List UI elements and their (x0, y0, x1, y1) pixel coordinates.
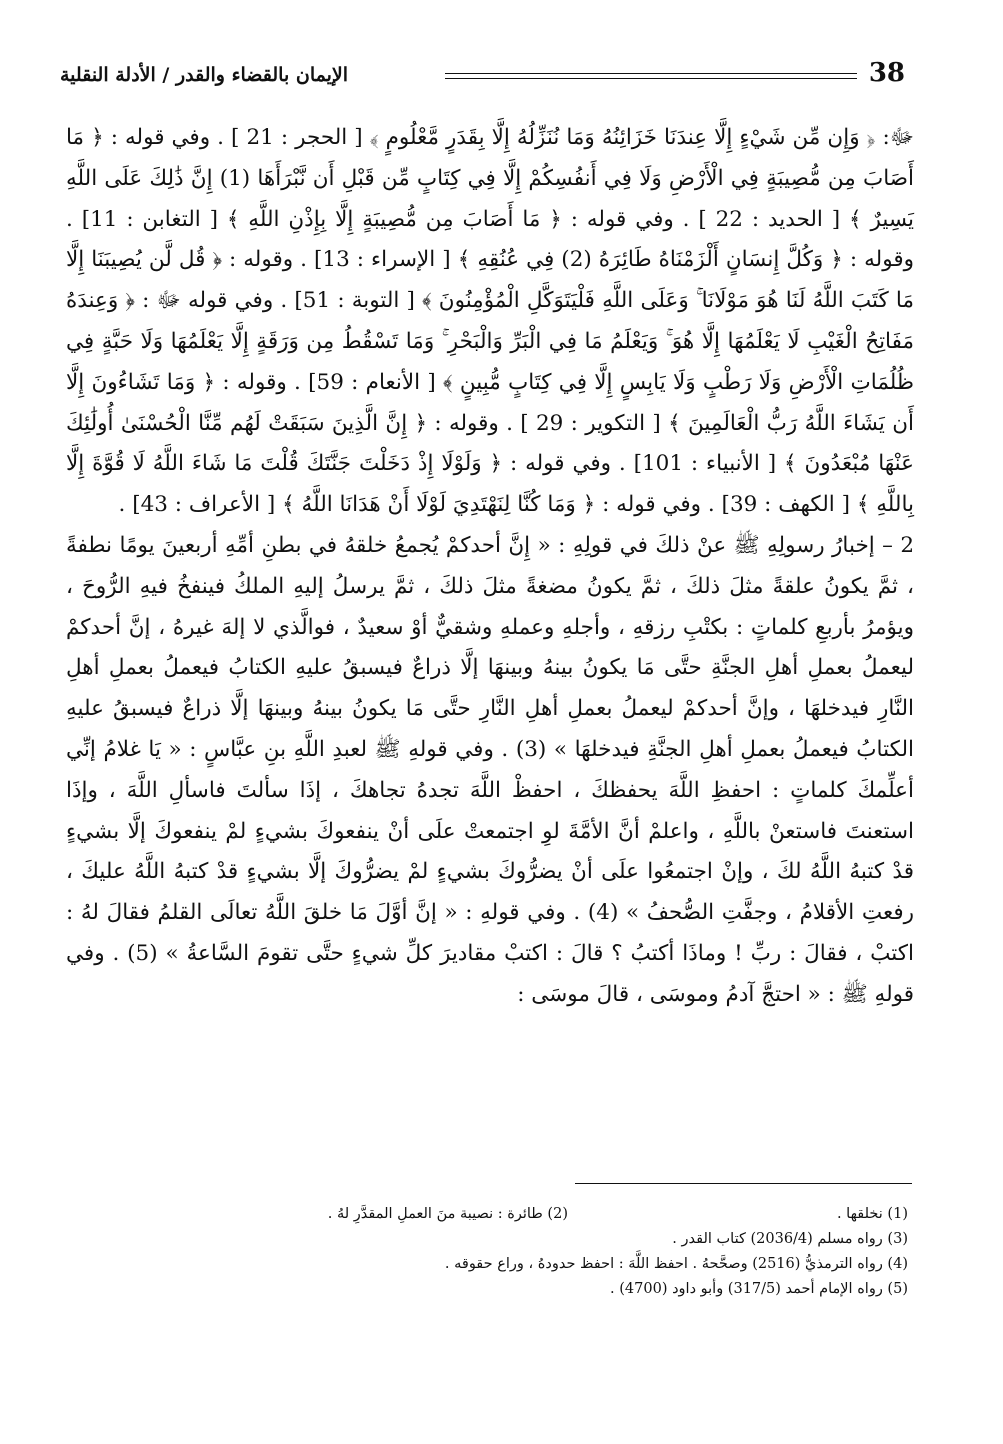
page-header (60, 56, 905, 96)
header-rule-bottom (445, 78, 857, 79)
paragraph-hadith: 2 – إخبارُ رسولِهِ ﷺ عنْ ذلكَ في قولِهِ : « إِنَّ أحدكمْ يُجمعُ خلقهُ في بطنِ أمِّهِ أربعينَ يومًا نطفةً ، ثمَّ يكونُ علقةً مثلَ ذلكَ ، ثمَّ يكونُ مضغةً مثلَ ذلكَ ، ثمَّ يرسلُ إليهِ الملكُ فينفخُ فيهِ الرُّوحَ ، ويؤمرُ بأربعِ كلماتٍ : بكتْبِ رزقهِ ، وأجلهِ وعملهِ وشقيٌّ أوْ سعيدٌ ، فوالَّذي لا إلهَ غيرهُ ، إنَّ أحدكمْ ليعملُ بعملِ أهلِ الجنَّةِ حتَّى مَا يكونُ بينهُ وبينهَا إلَّا ذراعٌ فيسبقُ عليهِ الكتابُ فيعملُ بعملِ أهلِ النَّارِ فيدخلهَا ، وإنَّ أحدكمْ ليعملُ بعملِ أهلِ النَّارِ حتَّى مَا يكونُ بينهُ وبينهَا إلَّا ذراعٌ فيسبقُ عليهِ الكتابُ فيعملُ بعملِ أهلِ الجنَّةِ فيدخلهَا » (3) . وفي قولهِ ﷺ لعبدِ اللَّهِ بنِ عبَّاسٍ : « يَا غلامُ إنِّي أعلِّمكَ كلماتٍ : احفظِ اللَّهَ يحفظكَ ، احفظْ اللَّهَ تجدهُ تجاهكَ ، إذَا سألتَ فاسألِ اللَّهَ ، وإذَا استعنتَ فاستعنْ باللَّهِ ، واعلمْ أنَّ الأمَّةَ لوِ اجتمعتْ علَى أنْ ينفعوكَ بشيءٍ لمْ ينفعوكَ إلَّا بشيءٍ قدْ كتبهُ اللَّهُ لكَ ، وإنْ اجتمعُوا علَى أنْ يضرُّوكَ بشيءٍ لمْ يضرُّوكَ إلَّا بشيءٍ قدْ كتبهُ اللَّهُ عليكَ ، رفعتِ الأقلامُ ، وجفَّتِ الصُّحفُ » (4) . وفي قولهِ : « إنَّ أوَّلَ مَا خلقَ اللَّهُ تعالَى القلمُ فقالَ لهُ : اكتبْ ، فقالَ : ربِّ ! وماذَا أكتبُ ؟ قالَ : اكتبْ مقاديرَ كلِّ شيءٍ حتَّى تقومَ السَّاعةُ » (5) . وفي قولهِ ﷺ : « احتجَّ آدمُ وموسَى ، قالَ موسَى : (66, 532, 915, 1007)
running-title: الإيمان بالقضاء والقدر / الأدلة النقلية (60, 64, 348, 86)
header-rule-top (445, 73, 857, 74)
footnote-3: (3) رواه مسلم (2036/4) كتاب القدر . (672, 1231, 908, 1247)
footnote-4: (4) رواه الترمذيُّ (2516) وصحَّحهُ . احفظ اللَّهَ : احفظ حدودهُ ، وراع حقوقه . (444, 1256, 908, 1272)
main-text (66, 118, 914, 1016)
footnote-5: (5) رواه الإمام أحمد (317/5) وأبو داود (4700) . (610, 1281, 908, 1297)
footnote-separator (575, 1183, 912, 1184)
footnote-line (80, 1202, 908, 1227)
footnote-1: (1) نخلقها . (836, 1206, 908, 1222)
footnotes (80, 1202, 908, 1302)
paragraph-quran-verses: ﷻ: ﴿ وَإِن مِّن شَيْءٍ إِلَّا عِندَنَا خَزَائِنُهُ وَمَا نُنَزِّلُهُ إِلَّا بِقَدَرٍ مَّعْلُومٍ ﴾ [ الحجر : 21 ] . وفي قوله : ﴿ مَا أَصَابَ مِن مُّصِيبَةٍ فِي الْأَرْضِ وَلَا فِي أَنفُسِكُمْ إِلَّا فِي كِتَابٍ مِّن قَبْلِ أَن نَّبْرَأَهَا (1) إِنَّ ذَٰلِكَ عَلَى اللَّهِ يَسِيرٌ ﴾ [ الحديد : 22 ] . وفي قوله : ﴿ مَا أَصَابَ مِن مُّصِيبَةٍ إِلَّا بِإِذْنِ اللَّهِ ﴾ [ التغابن : 11] . وقوله : ﴿ وَكُلَّ إِنسَانٍ أَلْزَمْنَاهُ طَائِرَهُ (2) فِي عُنُقِهِ ﴾ [ الإسراء : 13] . وقوله : ﴿ قُل لَّن يُصِيبَنَا إِلَّا مَا كَتَبَ اللَّهُ لَنَا هُوَ مَوْلَانَا ۚ وَعَلَى اللَّهِ فَلْيَتَوَكَّلِ الْمُؤْمِنُونَ ﴾ [ التوبة : 51] . وفي قوله ﷻ : ﴿ وَعِندَهُ مَفَاتِحُ الْغَيْبِ لَا يَعْلَمُهَا إِلَّا هُوَ ۚ وَيَعْلَمُ مَا فِي الْبَرِّ وَالْبَحْرِ ۚ وَمَا تَسْقُطُ مِن وَرَقَةٍ إِلَّا يَعْلَمُهَا وَلَا حَبَّةٍ فِي ظُلُمَاتِ الْأَرْضِ وَلَا رَطْبٍ وَلَا يَابِسٍ إِلَّا فِي كِتَابٍ مُّبِينٍ ﴾ [ الأنعام : 59] . وقوله : ﴿ وَمَا تَشَاءُونَ إِلَّا أَن يَشَاءَ اللَّهُ رَبُّ الْعَالَمِينَ ﴾ [ التكوير : 29 ] . وقوله : ﴿ إِنَّ الَّذِينَ سَبَقَتْ لَهُم مِّنَّا الْحُسْنَىٰ أُولَٰئِكَ عَنْهَا مُبْعَدُونَ ﴾ [ الأنبياء : 101] . وفي قوله : ﴿ وَلَوْلَا إِذْ دَخَلْتَ جَنَّتَكَ قُلْتَ مَا شَاءَ اللَّهُ لَا قُوَّةَ إِلَّا بِاللَّهِ ﴾ [ الكهف : 39] . وفي قوله : ﴿ وَمَا كُنَّا لِنَهْتَدِيَ لَوْلَا أَنْ هَدَانَا اللَّهُ ﴾ [ الأعراف : 43] . (66, 125, 915, 518)
footnote-2: (2) طائرة : نصيبة منَ العملِ المقدَّرِ لهُ . (327, 1206, 568, 1222)
page-number: 38 (868, 58, 905, 88)
